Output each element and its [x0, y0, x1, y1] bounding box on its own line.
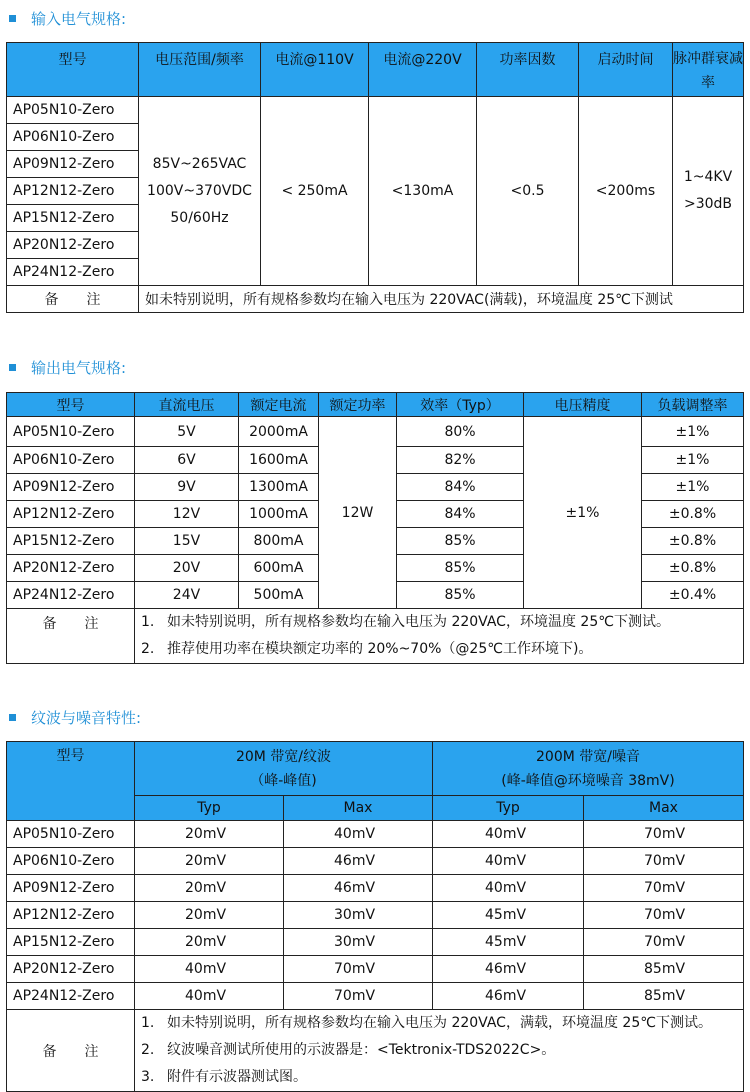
section-title-input — [6, 6, 126, 30]
model-cell: AP20N12-Zero — [7, 555, 135, 582]
header-model: 型号 — [7, 742, 135, 821]
note-line — [135, 636, 743, 663]
model-cell: AP15N12-Zero — [7, 528, 135, 555]
remark-label: 备 注 — [7, 609, 135, 664]
note-text: 如未特别说明，所有规格参数均在输入电压为 220VAC，满载，环境温度 25℃下测试。 — [167, 1015, 712, 1031]
load-reg-cell: ±0.8% — [642, 528, 744, 555]
voltage-range-line: 85V~265VAC — [152, 155, 247, 172]
voltage-cell: 6V — [135, 447, 239, 474]
note-line — [135, 1010, 743, 1037]
efficiency-cell: 84% — [397, 501, 524, 528]
load-reg-cell: ±1% — [642, 417, 744, 447]
header-noise-line: (峰-峰值@环境噪音 38mV) — [501, 772, 675, 789]
section-title-text: 输出电气规格: — [31, 358, 127, 377]
ripple-typ-cell: 40mV — [135, 956, 284, 983]
noise-max-cell: 70mV — [584, 929, 744, 956]
table-header-row — [7, 393, 744, 417]
header-ripple-line: 20M 带宽/纹波 — [235, 748, 332, 765]
burst-line: 1~4KV — [683, 169, 733, 185]
burst-attenuation-cell — [673, 97, 744, 286]
bullet-square-icon — [9, 364, 16, 371]
noise-typ-cell: 46mV — [433, 983, 584, 1010]
bullet-square-icon — [9, 714, 16, 721]
note-text: 推荐使用功率在模块额定功率的 20%~70%（@25℃工作环境下)。 — [167, 641, 593, 657]
model-cell: AP20N12-Zero — [7, 956, 135, 983]
header-power-factor: 功率因数 — [477, 43, 579, 97]
table-row — [7, 983, 744, 1010]
note-number: 2. — [141, 1042, 155, 1058]
table-row — [7, 902, 744, 929]
model-cell: AP05N10-Zero — [7, 97, 139, 124]
table-header-row — [7, 742, 744, 796]
header-model: 型号 — [7, 43, 139, 97]
noise-typ-cell: 46mV — [433, 956, 584, 983]
ripple-typ-cell: 20mV — [135, 848, 284, 875]
header-dc-voltage: 直流电压 — [135, 393, 239, 417]
table-row — [7, 848, 744, 875]
ripple-typ-cell: 20mV — [135, 929, 284, 956]
current-cell: 1000mA — [239, 501, 319, 528]
burst-line: >30dB — [683, 196, 733, 212]
power-factor-cell: <0.5 — [477, 97, 579, 286]
model-cell: AP12N12-Zero — [7, 902, 135, 929]
header-noise — [433, 742, 744, 796]
remark-row — [7, 609, 744, 664]
ripple-max-cell: 46mV — [284, 875, 433, 902]
noise-max-cell: 70mV — [584, 902, 744, 929]
model-cell: AP05N10-Zero — [7, 821, 135, 848]
voltage-cell: 15V — [135, 528, 239, 555]
noise-typ-cell: 40mV — [433, 821, 584, 848]
model-cell: AP09N12-Zero — [7, 151, 139, 178]
efficiency-cell: 80% — [397, 417, 524, 447]
ripple-typ-cell: 20mV — [135, 875, 284, 902]
remark-notes — [135, 609, 744, 664]
model-cell: AP24N12-Zero — [7, 582, 135, 609]
remark-row — [7, 286, 744, 313]
voltage-range-line: 100V~370VDC — [147, 182, 252, 199]
model-cell: AP24N12-Zero — [7, 983, 135, 1010]
load-reg-cell: ±0.8% — [642, 501, 744, 528]
note-line — [135, 1037, 743, 1064]
bullet-square-icon — [9, 15, 16, 22]
noise-typ-cell: 40mV — [433, 848, 584, 875]
model-cell: AP12N12-Zero — [7, 178, 139, 205]
noise-max-cell: 70mV — [584, 821, 744, 848]
model-cell: AP15N12-Zero — [7, 929, 135, 956]
model-cell: AP06N10-Zero — [7, 124, 139, 151]
note-number: 3. — [141, 1069, 155, 1085]
model-cell: AP05N10-Zero — [7, 417, 135, 447]
note-text: 如未特别说明，所有规格参数均在输入电压为 220VAC，环境温度 25℃下测试。 — [167, 614, 670, 630]
current-cell: 1300mA — [239, 474, 319, 501]
header-voltage-range: 电压范围/频率 — [139, 43, 261, 97]
ripple-max-cell: 70mV — [284, 956, 433, 983]
model-cell: AP12N12-Zero — [7, 501, 135, 528]
header-efficiency: 效率（Typ） — [397, 393, 524, 417]
header-rated-current: 额定电流 — [239, 393, 319, 417]
subheader-max: Max — [284, 796, 433, 821]
header-current-220v: 电流@220V — [369, 43, 477, 97]
efficiency-cell: 84% — [397, 474, 524, 501]
table-row — [7, 97, 744, 124]
noise-typ-cell: 45mV — [433, 902, 584, 929]
voltage-cell: 20V — [135, 555, 239, 582]
noise-max-cell: 70mV — [584, 875, 744, 902]
voltage-range-line: 50/60Hz — [170, 209, 229, 226]
model-cell: AP06N10-Zero — [7, 848, 135, 875]
voltage-cell: 5V — [135, 417, 239, 447]
ripple-max-cell: 46mV — [284, 848, 433, 875]
remark-row — [7, 1010, 744, 1092]
header-current-110v: 电流@110V — [261, 43, 369, 97]
current-110v-cell: < 250mA — [261, 97, 369, 286]
header-voltage-accuracy: 电压精度 — [524, 393, 642, 417]
model-cell: AP06N10-Zero — [7, 447, 135, 474]
ripple-max-cell: 30mV — [284, 902, 433, 929]
table-row — [7, 821, 744, 848]
voltage-cell: 9V — [135, 474, 239, 501]
noise-typ-cell: 45mV — [433, 929, 584, 956]
noise-max-cell: 85mV — [584, 956, 744, 983]
current-cell: 2000mA — [239, 417, 319, 447]
section-title-ripple-noise — [6, 705, 141, 729]
ripple-max-cell: 30mV — [284, 929, 433, 956]
startup-time-cell: <200ms — [579, 97, 673, 286]
ripple-typ-cell: 40mV — [135, 983, 284, 1010]
rated-power-cell: 12W — [319, 417, 397, 609]
current-cell: 500mA — [239, 582, 319, 609]
note-line — [135, 609, 743, 636]
voltage-cell: 24V — [135, 582, 239, 609]
table-row — [7, 956, 744, 983]
subheader-typ: Typ — [433, 796, 584, 821]
table-row — [7, 875, 744, 902]
header-rated-power: 额定功率 — [319, 393, 397, 417]
noise-typ-cell: 40mV — [433, 875, 584, 902]
note-number: 1. — [141, 1015, 155, 1031]
ripple-noise-table — [6, 741, 744, 1092]
remark-notes — [135, 1010, 744, 1092]
header-startup-time: 启动时间 — [579, 43, 673, 97]
noise-max-cell: 70mV — [584, 848, 744, 875]
ripple-max-cell: 70mV — [284, 983, 433, 1010]
model-cell: AP24N12-Zero — [7, 259, 139, 286]
note-line — [135, 1064, 743, 1091]
table-row — [7, 417, 744, 447]
efficiency-cell: 85% — [397, 555, 524, 582]
remark-label: 备 注 — [7, 286, 139, 313]
efficiency-cell: 82% — [397, 447, 524, 474]
load-reg-cell: ±0.4% — [642, 582, 744, 609]
model-cell: AP09N12-Zero — [7, 474, 135, 501]
section-title-text: 输入电气规格: — [31, 9, 127, 28]
ripple-typ-cell: 20mV — [135, 902, 284, 929]
ripple-typ-cell: 20mV — [135, 821, 284, 848]
load-reg-cell: ±1% — [642, 474, 744, 501]
remark-text: 如未特别说明，所有规格参数均在输入电压为 220VAC(满载)，环境温度 25℃下测试 — [139, 286, 744, 313]
header-burst-attenuation: 脉冲群衰减率 — [673, 43, 744, 97]
efficiency-cell: 85% — [397, 528, 524, 555]
table-row — [7, 929, 744, 956]
note-number: 1. — [141, 614, 155, 630]
header-noise-line: 200M 带宽/噪音 — [536, 748, 640, 765]
table-header-row — [7, 43, 744, 97]
current-cell: 600mA — [239, 555, 319, 582]
input-spec-table — [6, 42, 744, 313]
ripple-max-cell: 40mV — [284, 821, 433, 848]
model-cell: AP09N12-Zero — [7, 875, 135, 902]
load-reg-cell: ±1% — [642, 447, 744, 474]
current-220v-cell: <130mA — [369, 97, 477, 286]
note-text: 纹波噪音测试所使用的示波器是：<Tektronix-TDS2022C>。 — [167, 1042, 556, 1058]
note-number: 2. — [141, 641, 155, 657]
noise-max-cell: 85mV — [584, 983, 744, 1010]
model-cell: AP15N12-Zero — [7, 205, 139, 232]
header-ripple — [135, 742, 433, 796]
remark-label: 备 注 — [7, 1010, 135, 1092]
header-load-regulation: 负载调整率 — [642, 393, 744, 417]
subheader-max: Max — [584, 796, 744, 821]
load-reg-cell: ±0.8% — [642, 555, 744, 582]
voltage-accuracy-cell: ±1% — [524, 417, 642, 609]
section-title-text: 纹波与噪音特性: — [31, 708, 142, 727]
note-text: 附件有示波器测试图。 — [167, 1069, 307, 1085]
voltage-range-cell — [139, 97, 261, 286]
voltage-cell: 12V — [135, 501, 239, 528]
subheader-typ: Typ — [135, 796, 284, 821]
efficiency-cell: 85% — [397, 582, 524, 609]
header-ripple-line: （峰-峰值) — [250, 772, 317, 789]
header-model: 型号 — [7, 393, 135, 417]
current-cell: 800mA — [239, 528, 319, 555]
output-spec-table — [6, 392, 744, 664]
current-cell: 1600mA — [239, 447, 319, 474]
model-cell: AP20N12-Zero — [7, 232, 139, 259]
section-title-output — [6, 355, 126, 379]
